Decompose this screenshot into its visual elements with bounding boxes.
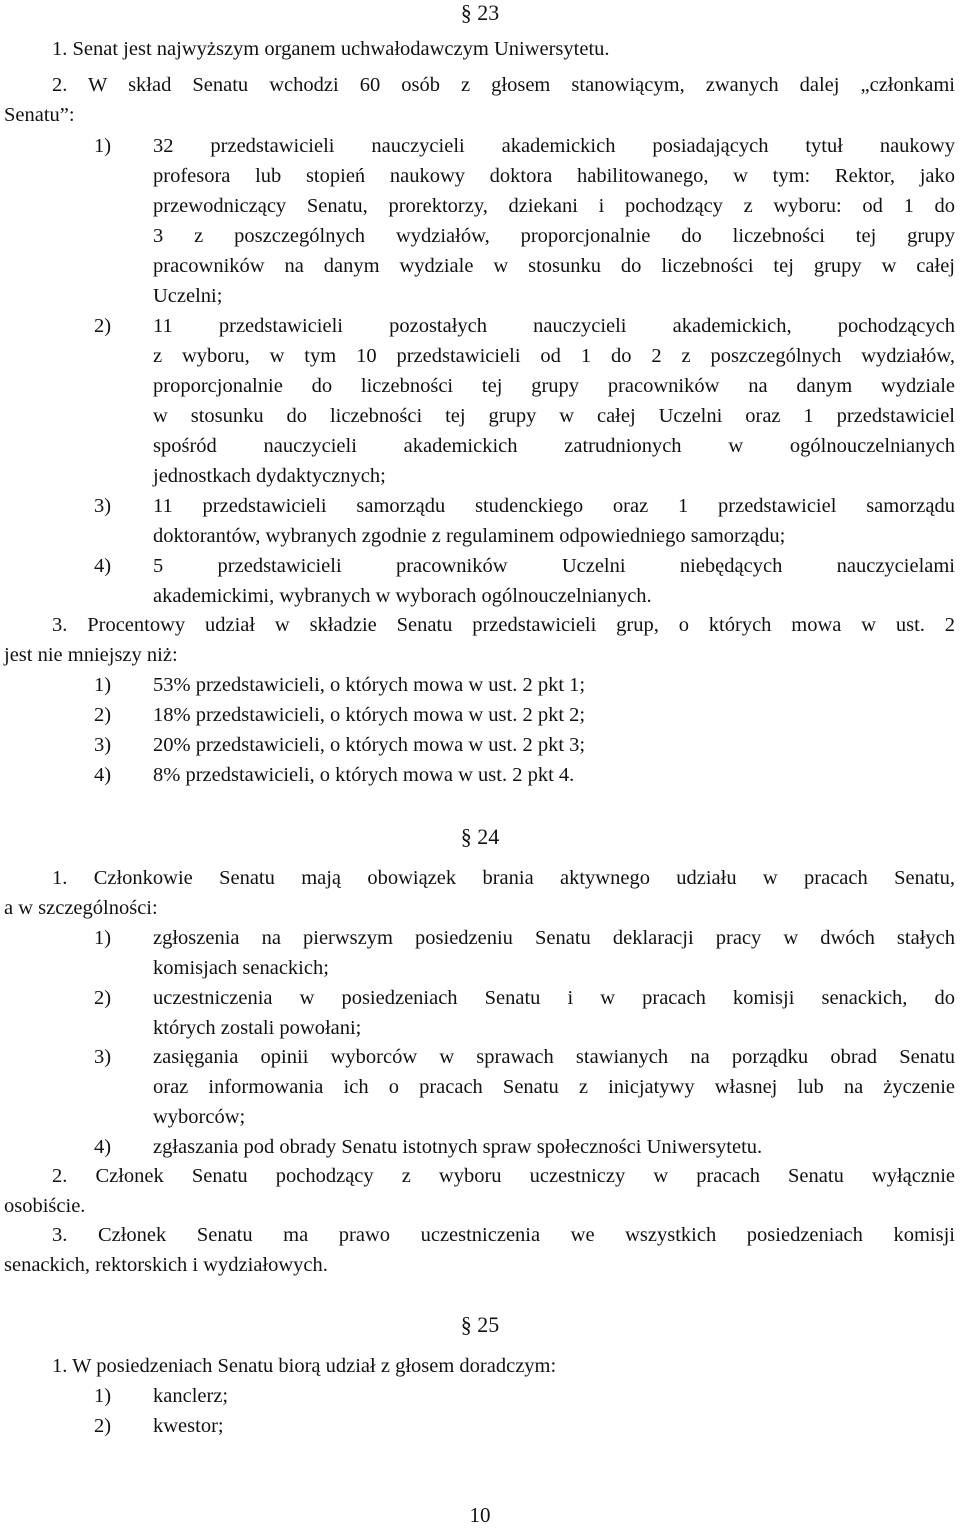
- s24-item-1-number: 1): [94, 927, 112, 949]
- s24-paragraph-3-line-1: 3. Członek Senatu ma prawo uczestniczenia we wszystkich posiedzeniach komisji: [52, 1224, 955, 1246]
- section-25-heading: § 25: [460, 1312, 500, 1337]
- s23-item-1-line: przewodniczący Senatu, prorektorzy, dziekani i pochodzący z wyboru: od 1 do: [153, 195, 955, 217]
- s24-paragraph-2-line-2: osobiście.: [4, 1195, 86, 1217]
- s24-item-4-number: 4): [94, 1136, 112, 1158]
- s23-item-3-line: doktorantów, wybranych zgodnie z regulaminem odpowiedniego samorządu;: [153, 525, 786, 547]
- s23-item-1-number: 1): [94, 135, 112, 157]
- s24-paragraph-1-line-2: a w szczególności:: [4, 897, 158, 919]
- s23-item-4-number: 4): [94, 555, 112, 577]
- s23-paragraph-2-line-1: 2. W skład Senatu wchodzi 60 osób z głosem stanowiącym, zwanych dalej „członkami: [52, 74, 955, 96]
- s23-item-2-number: 2): [94, 315, 112, 337]
- s23-p3-item: 18% przedstawicieli, o których mowa w ust. 2 pkt 2;: [153, 704, 586, 726]
- s24-paragraph-1-line-1: 1. Członkowie Senatu mają obowiązek brania aktywnego udziału w pracach Senatu,: [52, 867, 955, 889]
- s23-p3-item-number: 1): [94, 674, 112, 696]
- s24-item-1-line: komisjach senackich;: [153, 957, 329, 979]
- s24-paragraph-3-line-2: senackich, rektorskich i wydziałowych.: [4, 1254, 328, 1276]
- s24-paragraph-2-line-1: 2. Członek Senatu pochodzący z wyboru uczestniczy w pracach Senatu wyłącznie: [52, 1165, 955, 1187]
- s23-item-1-line: pracowników na danym wydziale w stosunku do liczebności tej grupy w całej: [153, 255, 955, 277]
- s24-item-3-line: wyborców;: [153, 1106, 246, 1128]
- s23-paragraph-1: 1. Senat jest najwyższym organem uchwałodawczym Uniwersytetu.: [52, 38, 610, 60]
- s25-paragraph-1: 1. W posiedzeniach Senatu biorą udział z głosem doradczym:: [52, 1355, 557, 1377]
- s23-p3-item-number: 3): [94, 734, 112, 756]
- s24-item-1-line: zgłoszenia na pierwszym posiedzeniu Senatu deklaracji pracy w dwóch stałych: [153, 927, 955, 949]
- s23-item-2-line: w stosunku do liczebności tej grupy w całej Uczelni oraz 1 przedstawiciel: [153, 405, 955, 427]
- s23-paragraph-3-line-1: 3. Procentowy udział w składzie Senatu przedstawicieli grup, o których mowa w ust. 2: [52, 614, 955, 636]
- s23-p3-item: 8% przedstawicieli, o których mowa w ust. 2 pkt 4.: [153, 764, 575, 786]
- s24-item-3-line: zasięgania opinii wyborców w sprawach stawianych na porządku obrad Senatu: [153, 1046, 955, 1068]
- s23-item-2-line: 11 przedstawicieli pozostałych nauczycieli akademickich, pochodzących: [153, 315, 955, 337]
- s23-item-1-line: 3 z poszczególnych wydziałów, proporcjonalnie do liczebności tej grupy: [153, 225, 955, 247]
- s24-item-2-line: uczestniczenia w posiedzeniach Senatu i w pracach komisji senackich, do: [153, 987, 955, 1009]
- s23-item-1-line: profesora lub stopień naukowy doktora habilitowanego, w tym: Rektor, jako: [153, 165, 955, 187]
- s23-item-1-line: Uczelni;: [153, 285, 223, 307]
- s24-item-2-line: których zostali powołani;: [153, 1017, 362, 1039]
- page-number: 10: [469, 1503, 491, 1527]
- s25-item-1-number: 1): [94, 1385, 112, 1407]
- s23-item-2-line: spośród nauczycieli akademickich zatrudnionych w ogólnouczelnianych: [153, 435, 955, 457]
- s25-item-2-number: 2): [94, 1415, 112, 1437]
- s23-item-3-number: 3): [94, 495, 112, 517]
- s23-item-4-line: akademickimi, wybranych w wyborach ogólnouczelnianych.: [153, 585, 652, 607]
- s23-paragraph-2-line-2: Senatu”:: [4, 104, 75, 126]
- s24-item-4-line: zgłaszania pod obrady Senatu istotnych spraw społeczności Uniwersytetu.: [153, 1136, 763, 1158]
- s23-paragraph-3-line-2: jest nie mniejszy niż:: [4, 644, 178, 666]
- s23-p3-item-number: 2): [94, 704, 112, 726]
- s23-p3-item-number: 4): [94, 764, 112, 786]
- s24-item-3-line: oraz informowania ich o pracach Senatu z inicjatywy własnej lub na życzenie: [153, 1076, 955, 1098]
- s23-p3-item: 53% przedstawicieli, o których mowa w ust. 2 pkt 1;: [153, 674, 586, 696]
- s24-item-3-number: 3): [94, 1046, 112, 1068]
- section-24-heading: § 24: [460, 824, 500, 849]
- s23-item-4-line: 5 przedstawicieli pracowników Uczelni niebędących nauczycielami: [153, 555, 955, 577]
- section-23-heading: § 23: [460, 0, 500, 25]
- s23-item-2-line: z wyboru, w tym 10 przedstawicieli od 1 do 2 z poszczególnych wydziałów,: [153, 345, 955, 367]
- s25-item-1: kanclerz;: [153, 1385, 229, 1407]
- s24-item-2-number: 2): [94, 987, 112, 1009]
- s23-p3-item: 20% przedstawicieli, o których mowa w ust. 2 pkt 3;: [153, 734, 586, 756]
- s25-item-2: kwestor;: [153, 1415, 224, 1437]
- s23-item-1-line: 32 przedstawicieli nauczycieli akademickich posiadających tytuł naukowy: [153, 135, 955, 157]
- s23-item-2-line: jednostkach dydaktycznych;: [153, 465, 386, 487]
- s23-item-2-line: proporcjonalnie do liczebności tej grupy pracowników na danym wydziale: [153, 375, 955, 397]
- s23-item-3-line: 11 przedstawicieli samorządu studenckiego oraz 1 przedstawiciel samorządu: [153, 495, 955, 517]
